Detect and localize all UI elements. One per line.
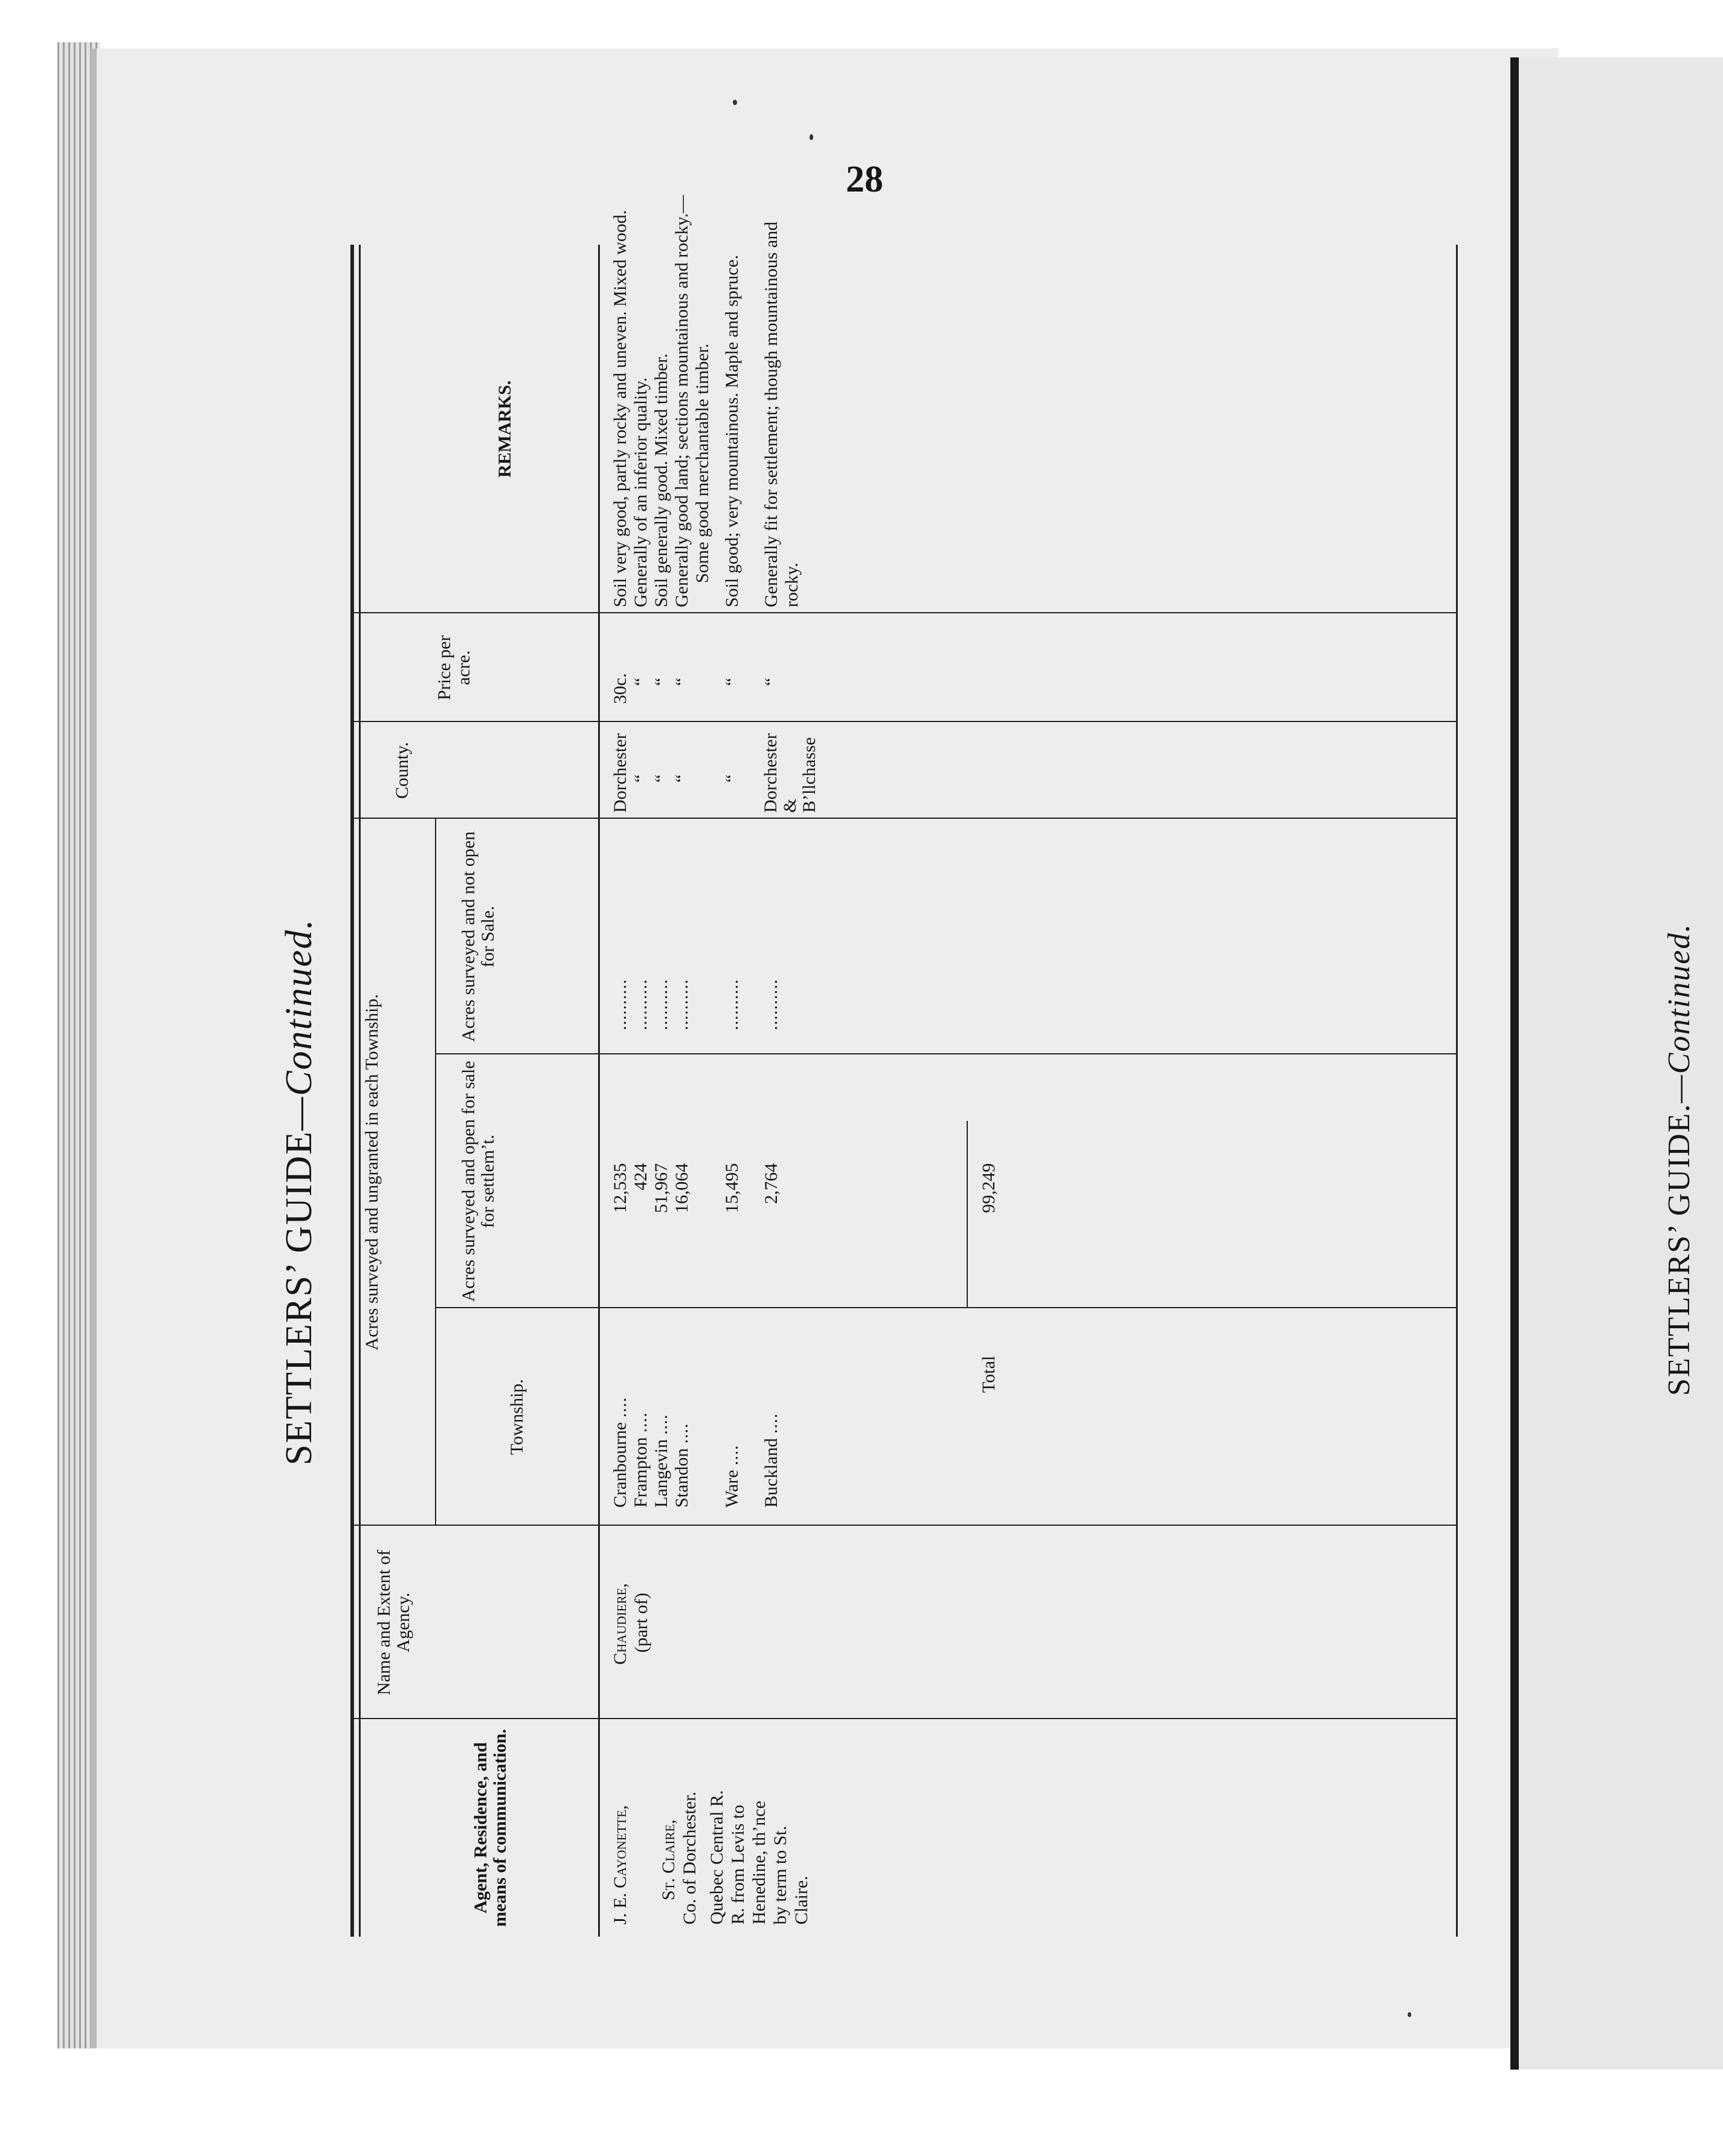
acres-group-rule [435,819,436,1526]
remarks-cell: Generally of an inferior quality. [631,377,651,607]
acres-not-open-cell: .......... [672,979,692,1030]
acres-open-cell: 424 [631,1163,651,1190]
header-remarks: REMARKS. [495,380,515,478]
settlers-table [350,195,1456,1937]
header-acres-open: Acres surveyed and open for sale for settlem’t. [459,1060,498,1302]
acres-open-cell: 2,764 [761,1163,781,1204]
remarks-cell: Generally fit for settlement; though mountainous and [761,221,781,607]
county-cell: “ [631,774,651,783]
price-cell: “ [722,677,742,686]
col-rule [350,1525,1456,1526]
acres-not-open-cell: .......... [651,979,671,1030]
agent-communication-1: Quebec Central R. [707,1790,727,1925]
township-cell: Ware .... [722,1444,742,1508]
table-top-rule-2 [359,245,361,1937]
price-cell: “ [631,677,651,686]
right-page-title: SETTLERS’ GUIDE.—Continued. [1662,923,1696,1396]
price-cell: “ [672,677,692,686]
acres-not-open-cell: .......... [722,979,742,1030]
agent-county: Co. of Dorchester. [680,1792,700,1925]
col-rule [435,1053,1456,1054]
header-agency: Name and Extent of Agency. [374,1549,413,1696]
page-title: SETTLERS’ GUIDE—Continued. [279,918,320,1465]
header-acres-group: Acres surveyed and ungranted in each Township. [362,994,382,1351]
scan-speck [733,100,737,105]
remarks-cell: Soil good; very mountainous. Maple and spruce. [722,254,742,607]
header-township: Township. [507,1379,527,1455]
header-rule [598,245,600,1937]
county-cell: Dorchester & B’llchasse [761,733,819,813]
col-rule [350,612,1456,613]
table-top-rule [350,245,354,1937]
header-acres-not-open: Acres surveyed and not open for Sale. [459,831,498,1042]
col-rule [350,1718,1456,1719]
county-cell: “ [651,774,671,783]
agent-communication-4: by term to St. [770,1825,790,1925]
table-bottom-rule [1456,245,1458,1937]
acres-open-cell: 12,535 [610,1163,630,1213]
township-cell: Standon .... [672,1423,692,1508]
price-cell: 30c. [610,673,630,704]
total-label: Total [979,1355,999,1393]
township-cell: Cranbourne .... [610,1396,630,1508]
rotated-table-content [279,195,1456,1937]
remarks-cell: Generally good land; sections mountainous and rocky.— [672,195,692,607]
remarks-cell: Soil very good, partly rocky and uneven. Mixed wood. [610,210,630,607]
header-agent: Agent, Residence, and means of communication. [471,1729,510,1927]
scan-speck [810,134,813,140]
agent-communication-3: Henedine, th’nce [749,1801,769,1925]
agent-residence: St. Claire, [659,1819,678,1900]
township-cell: Buckland .... [761,1413,781,1508]
acres-not-open-cell: .......... [631,979,651,1030]
remarks-cell-continued: Some good merchantable timber. [692,343,712,583]
col-rule [435,1307,1456,1308]
page-number: 28 [846,159,883,200]
header-county: County. [392,742,412,799]
agency-extent: (part of) [631,1592,651,1653]
county-cell: “ [722,774,742,783]
total-value: 99,249 [979,1163,999,1213]
scan-speck [1408,2012,1411,2017]
county-cell: “ [672,774,692,783]
agency-name: Chaudiere, [610,1583,630,1665]
book-gutter [1510,57,1519,2070]
township-cell: Langevin .... [651,1414,671,1508]
remarks-cell: Soil generally good. Mixed timber. [651,353,671,607]
agent-communication-5: Claire. [791,1876,811,1925]
price-cell: “ [761,677,781,686]
header-price: Price per acre. [434,635,474,700]
acres-open-cell: 15,495 [722,1163,742,1213]
col-rule [350,721,1456,722]
acres-not-open-cell: .......... [761,979,781,1030]
agent-communication-2: R. from Levis to [728,1804,748,1925]
total-rule [967,1121,968,1308]
township-cell: Frampton .... [631,1412,651,1508]
price-cell: “ [651,677,671,686]
acres-open-cell: 16,064 [672,1163,692,1213]
acres-not-open-cell: .......... [610,979,630,1030]
agent-name: J. E. Cayonette, [610,1805,630,1925]
remarks-cell-continued: rocky. [782,563,802,607]
county-cell: Dorchester [610,733,630,813]
col-rule [350,818,1456,819]
acres-open-cell: 51,967 [651,1163,671,1213]
